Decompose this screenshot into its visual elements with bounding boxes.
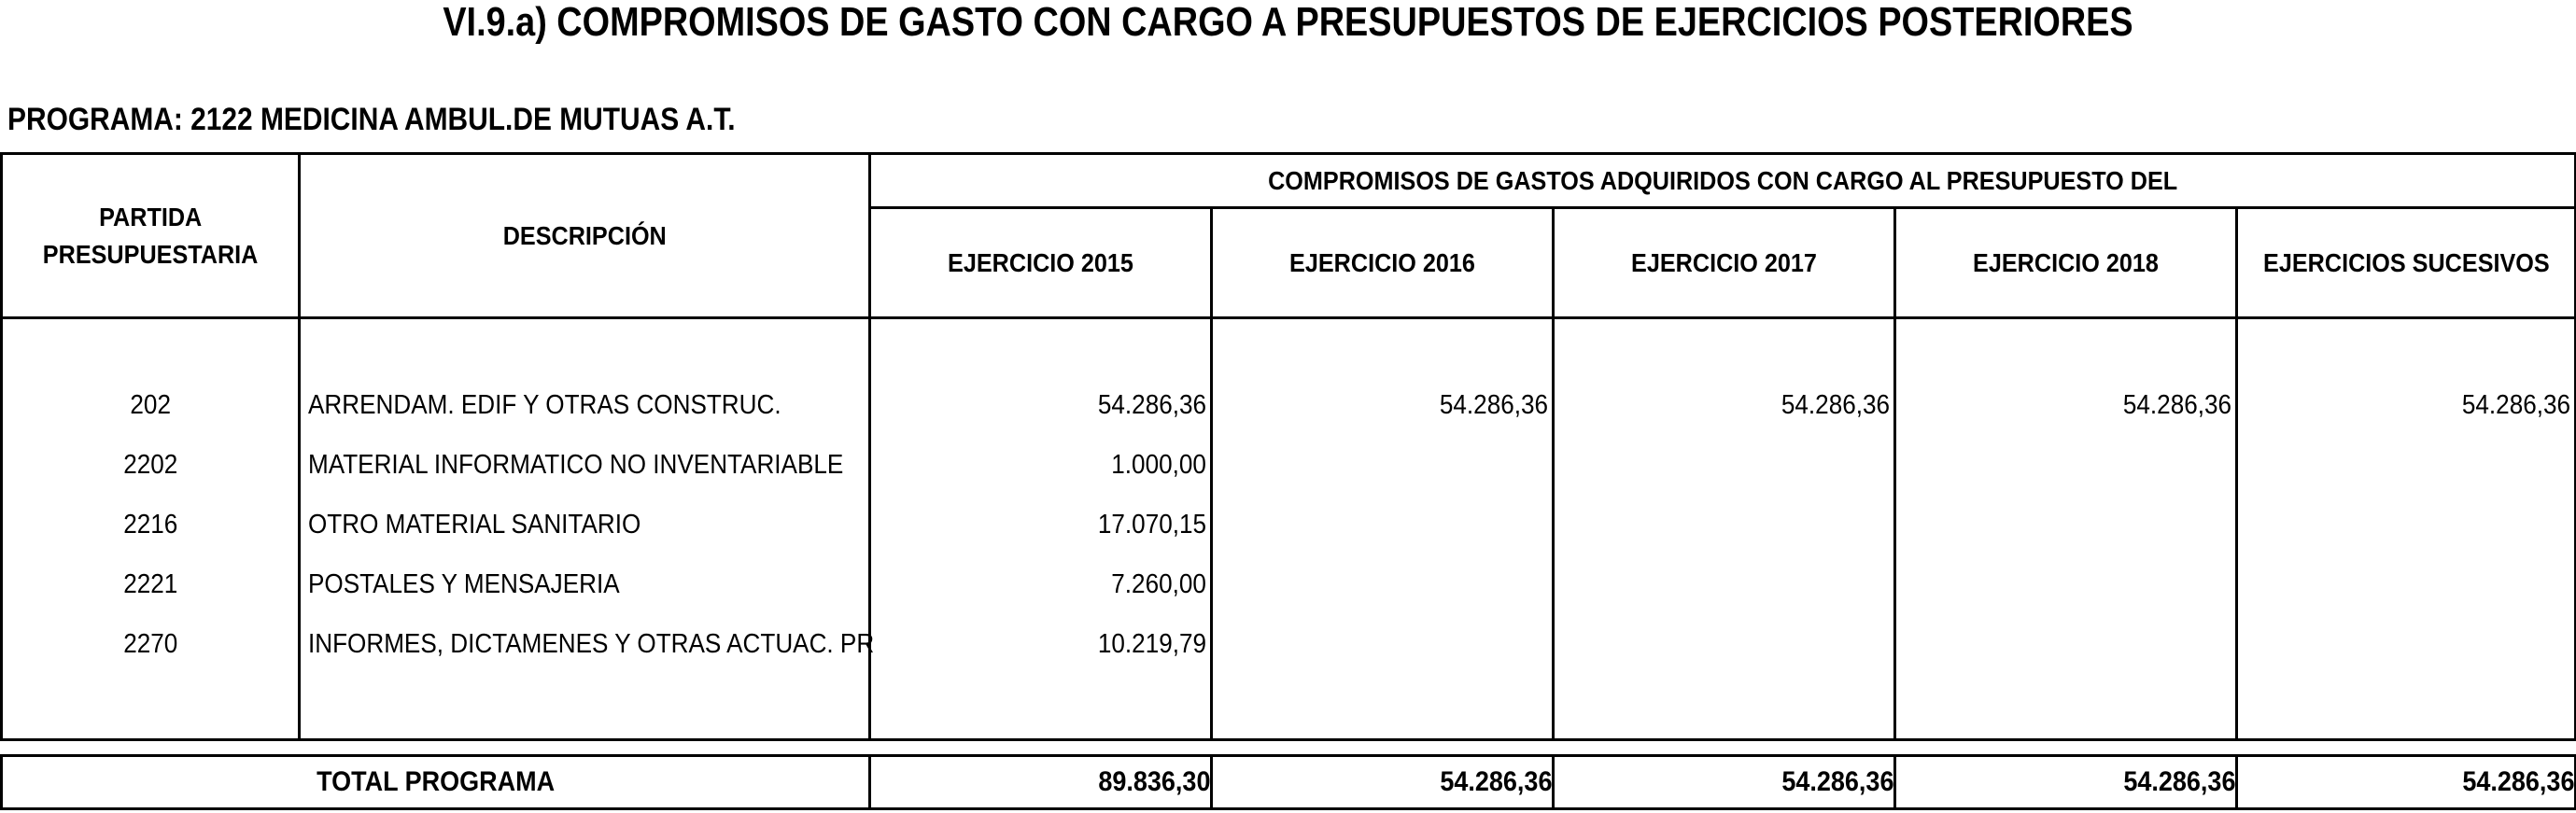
row-value: 54.286,36 — [1097, 390, 1206, 420]
header-descripcion: DESCRIPCIÓN — [300, 154, 870, 318]
header-group: COMPROMISOS DE GASTOS ADQUIRIDOS CON CARGO AL PRESUPUESTO DEL — [870, 154, 2576, 208]
values-2016-column — [1212, 318, 1554, 740]
total-label: TOTAL PROGRAMA — [2, 756, 870, 809]
row-description: OTRO MATERIAL SANITARIO — [308, 510, 641, 540]
total-value-sucesivos: 54.286,36 — [2237, 756, 2576, 809]
row-value: 54.286,36 — [1439, 390, 1548, 420]
row-description: ARRENDAM. EDIF Y OTRAS CONSTRUC. — [308, 390, 781, 420]
header-year-2018: EJERCICIO 2018 — [1895, 208, 2237, 318]
program-heading: PROGRAMA: 2122 MEDICINA AMBUL.DE MUTUAS A.T. — [7, 102, 736, 137]
descriptions-column — [300, 318, 875, 740]
header-year-2016: EJERCICIO 2016 — [1212, 208, 1554, 318]
row-code: 2202 — [122, 450, 178, 480]
row-description: MATERIAL INFORMATICO NO INVENTARIABLE — [308, 450, 844, 480]
values-2017-column — [1554, 318, 1895, 740]
row-code: 202 — [130, 390, 171, 420]
row-value: 7.260,00 — [1111, 569, 1206, 599]
header-year-2017: EJERCICIO 2017 — [1554, 208, 1895, 318]
total-value-2017: 54.286,36 — [1554, 756, 1895, 809]
row-code: 2270 — [122, 629, 178, 659]
values-2018-column — [1895, 318, 2237, 740]
total-value-2016: 54.286,36 — [1212, 756, 1554, 809]
row-code: 2221 — [122, 569, 178, 599]
row-description: POSTALES Y MENSAJERIA — [308, 569, 620, 599]
row-value: 54.286,36 — [2461, 390, 2571, 420]
row-code: 2216 — [122, 510, 178, 540]
commitments-table — [0, 152, 2576, 741]
total-value-2015: 89.836,30 — [870, 756, 1212, 809]
total-value-2018: 54.286,36 — [1895, 756, 2237, 809]
values-2015-column — [870, 318, 1212, 740]
row-value: 54.286,36 — [2122, 390, 2231, 420]
values-sucesivos-column — [2237, 318, 2576, 740]
total-table — [0, 754, 2576, 810]
row-value: 1.000,00 — [1111, 450, 1206, 480]
row-value: 17.070,15 — [1097, 510, 1206, 540]
row-value: 54.286,36 — [1781, 390, 1890, 420]
header-years-sucesivos: EJERCICIOS SUCESIVOS — [2237, 208, 2576, 318]
row-description: INFORMES, DICTAMENES Y OTRAS ACTUAC. PR — [308, 629, 875, 659]
header-partida: PARTIDA PRESUPUESTARIA — [2, 154, 300, 318]
header-year-2015: EJERCICIO 2015 — [870, 208, 1212, 318]
codes-column — [2, 318, 300, 740]
row-value: 10.219,79 — [1097, 629, 1206, 659]
page-title: VI.9.a) COMPROMISOS DE GASTO CON CARGO A PRESUPUESTOS DE EJERCICIOS POSTERIORES — [443, 0, 2133, 45]
